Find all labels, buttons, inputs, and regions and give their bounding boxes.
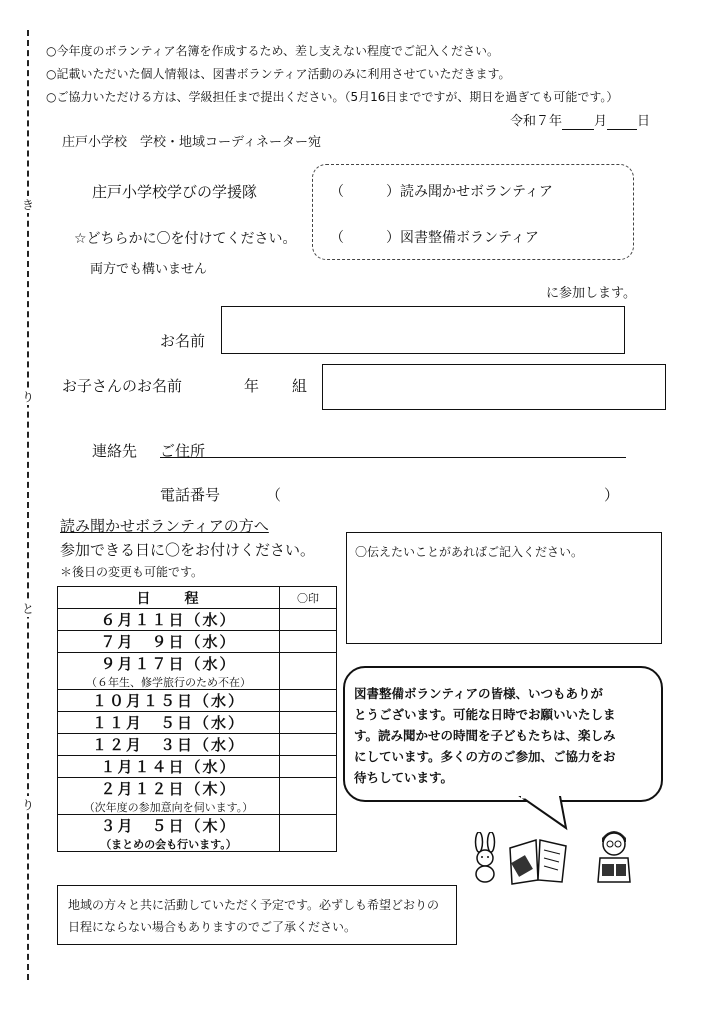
phone-label: 電話番号 bbox=[160, 486, 221, 504]
message-box[interactable] bbox=[346, 532, 662, 644]
phone-close-paren: ） bbox=[604, 486, 620, 504]
table-row bbox=[58, 712, 337, 734]
mark-cell[interactable] bbox=[280, 653, 337, 690]
month-field[interactable] bbox=[562, 114, 594, 130]
bubble-line: とうございます。可能な日時でお願いいたしま bbox=[354, 707, 616, 722]
schedule-date: １月１４日（水） bbox=[58, 756, 280, 778]
table-row bbox=[58, 653, 337, 690]
class-label: 組 bbox=[292, 377, 308, 395]
bubble-text bbox=[354, 683, 652, 788]
schedule-date: ２月１２日（木） bbox=[100, 780, 237, 798]
table-row bbox=[58, 778, 337, 815]
table-header-row bbox=[58, 587, 337, 609]
contact-label: 連絡先 bbox=[92, 442, 138, 460]
child-name-input[interactable] bbox=[322, 364, 666, 410]
student-icon bbox=[592, 824, 636, 888]
schedule-date: ７月 ９日（水） bbox=[58, 631, 280, 653]
mark-cell[interactable] bbox=[280, 712, 337, 734]
address-input[interactable] bbox=[160, 457, 626, 458]
note-line: ○ご協力いただける方は、学級担任まで提出ください。（5月16日までですが、期日を過ぎても可能です。） bbox=[46, 90, 619, 104]
note-line: ○今年度のボランティア名簿を作成するため、差し支えない程度でご記入ください。 bbox=[46, 44, 500, 58]
footer-box bbox=[57, 885, 457, 945]
name-input[interactable] bbox=[221, 306, 625, 354]
schedule-date: １２月 ３日（水） bbox=[58, 734, 280, 756]
table-row bbox=[58, 734, 337, 756]
header-mark: 〇印 bbox=[280, 587, 337, 609]
option-label: 読み聞かせボランティア bbox=[400, 184, 553, 200]
note-line: ○記載いただいた個人情報は、図書ボランティア活動のみに利用させていただきます。 bbox=[46, 67, 511, 81]
speech-bubble-tail bbox=[516, 796, 576, 832]
reading-instruction: 参加できる日に〇をお付けください。 bbox=[60, 541, 316, 559]
group-name: 庄戸小学校学びの学援隊 bbox=[92, 183, 258, 201]
mark-cell[interactable] bbox=[280, 734, 337, 756]
cut-line-char: り bbox=[21, 798, 34, 812]
bubble-line: にしています。多くの方のご参加、ご協力をお bbox=[354, 749, 616, 764]
both-ok-note: 両方でも構いません bbox=[90, 262, 208, 277]
child-name-label: お子さんのお名前 bbox=[62, 377, 183, 395]
table-row bbox=[58, 690, 337, 712]
footer-line: 地域の方々と共に活動していただく予定です。必ずしも希望どおりの bbox=[68, 898, 440, 912]
schedule-table bbox=[57, 586, 337, 852]
schedule-cell bbox=[58, 653, 280, 690]
header-date: 日 程 bbox=[58, 587, 280, 609]
cut-line-char: と bbox=[21, 602, 34, 616]
schedule-note: （６年生、修学旅行のため不在） bbox=[86, 676, 251, 689]
cut-line-char: り bbox=[21, 390, 34, 404]
bubble-line: 図書整備ボランティアの皆様、いつもありが bbox=[354, 686, 604, 701]
option-paren[interactable]: （ ） bbox=[330, 184, 400, 200]
addressee: 庄戸小学校 学校・地域コーディネーター宛 bbox=[62, 135, 321, 150]
bubble-line: す。読み聞かせの時間を子どもたちは、楽しみ bbox=[354, 728, 616, 743]
schedule-cell bbox=[58, 778, 280, 815]
date-era: 令和７年 bbox=[510, 114, 563, 129]
mark-cell[interactable] bbox=[280, 778, 337, 815]
option-reading[interactable] bbox=[330, 181, 553, 201]
bubble-line: 待ちしています。 bbox=[354, 770, 454, 785]
group-instruction: ☆どちらかに〇を付けてください。 bbox=[74, 231, 297, 247]
join-suffix: に参加します。 bbox=[546, 286, 636, 301]
table-row bbox=[58, 609, 337, 631]
mark-cell[interactable] bbox=[280, 690, 337, 712]
schedule-date: １１月 ５日（水） bbox=[58, 712, 280, 734]
mark-cell[interactable] bbox=[280, 631, 337, 653]
date-line bbox=[510, 110, 650, 130]
reading-note: ＊後日の変更も可能です。 bbox=[60, 565, 204, 579]
message-box-label: 〇伝えたいことがあればご記入ください。 bbox=[355, 545, 584, 559]
schedule-date: ９月１７日（水） bbox=[100, 655, 237, 673]
mark-cell[interactable] bbox=[280, 815, 337, 852]
table-row bbox=[58, 815, 337, 852]
schedule-note: （次年度の参加意向を伺います。） bbox=[83, 801, 254, 814]
schedule-note: （まとめの会も行います。） bbox=[100, 838, 237, 851]
phone-input[interactable] bbox=[290, 480, 590, 502]
option-label: 図書整備ボランティア bbox=[400, 230, 539, 246]
footer-line: 日程にならない場合もありますのでご了承ください。 bbox=[68, 920, 357, 934]
date-day: 日 bbox=[637, 114, 651, 129]
cut-line bbox=[27, 30, 29, 980]
reading-heading: 読み聞かせボランティアの方へ bbox=[60, 517, 269, 535]
schedule-date: １０月１５日（水） bbox=[58, 690, 280, 712]
schedule-date: ６月１１日（水） bbox=[58, 609, 280, 631]
option-library[interactable] bbox=[330, 227, 539, 247]
name-label: お名前 bbox=[160, 332, 206, 350]
schedule-date: ３月 ５日（木） bbox=[100, 817, 237, 835]
rabbit-icon bbox=[466, 832, 504, 884]
grade-label: 年 bbox=[244, 377, 260, 395]
table-row bbox=[58, 756, 337, 778]
cut-line-char: き bbox=[21, 198, 34, 212]
address-label: ご住所 bbox=[160, 442, 206, 460]
mark-cell[interactable] bbox=[280, 609, 337, 631]
schedule-cell bbox=[58, 815, 280, 852]
option-paren[interactable]: （ ） bbox=[330, 230, 400, 246]
table-row bbox=[58, 631, 337, 653]
day-field[interactable] bbox=[607, 114, 637, 130]
date-month: 月 bbox=[594, 114, 608, 129]
mark-cell[interactable] bbox=[280, 756, 337, 778]
book-icon bbox=[506, 832, 570, 888]
phone-open-paren: （ bbox=[266, 486, 282, 504]
